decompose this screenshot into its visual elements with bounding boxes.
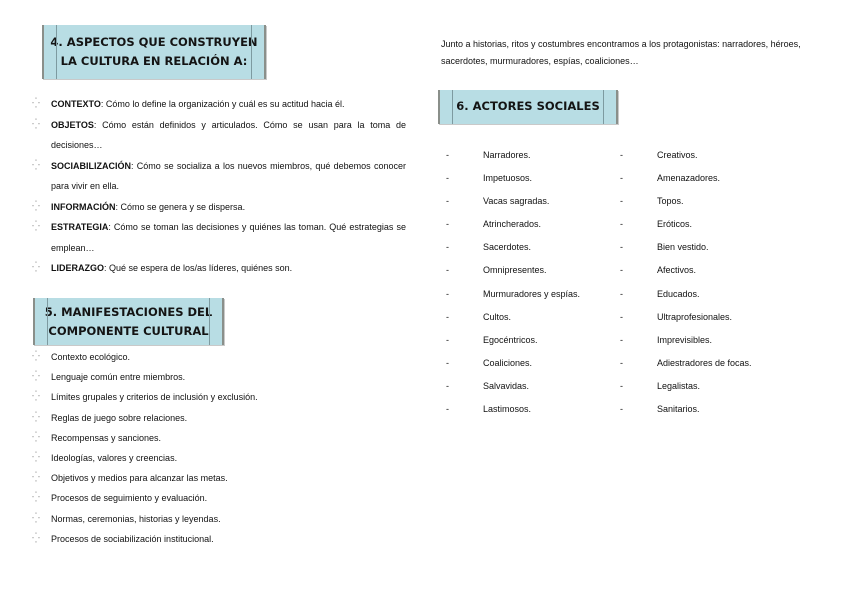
- list-item: [620, 167, 752, 190]
- item-text: : Cómo se socializa a los nuevos miembros, qué debemos conocer para vivir en ella.: [51, 160, 406, 191]
- list-item: [32, 468, 406, 488]
- actor-name: Bien vestido.: [657, 242, 709, 253]
- list-item: [446, 167, 580, 190]
- actor-name: Sacerdotes.: [483, 242, 532, 253]
- list-item: [32, 387, 406, 407]
- list-item: [446, 259, 580, 282]
- dash-icon: -: [446, 357, 449, 368]
- item-text: : Cómo lo define la organización y cuál es su actitud hacia él.: [100, 99, 345, 109]
- section-4-list: [32, 94, 406, 279]
- dash-icon: -: [620, 173, 623, 184]
- actor-name: Coaliciones.: [483, 357, 533, 368]
- dash-icon: -: [446, 265, 449, 276]
- item-text: : Cómo están definidos y articulados. Cómo se usan para la toma de decisiones…: [51, 119, 406, 150]
- item-text: Lenguaje común entre miembros.: [51, 372, 186, 383]
- item-term: ESTRATEGIA: [51, 222, 109, 232]
- section-5-title-line2: COMPONENTE CULTURAL: [48, 324, 209, 338]
- list-item: [446, 190, 580, 213]
- list-item: [620, 329, 752, 352]
- dash-icon: -: [446, 173, 449, 184]
- actor-name: Amenazadores.: [657, 173, 721, 184]
- list-item: [446, 306, 580, 329]
- dash-icon: -: [620, 404, 623, 415]
- bullet-icon: ⁛: [32, 391, 40, 403]
- list-item: [620, 213, 752, 236]
- item-term: LIDERAZGO: [51, 263, 104, 273]
- item-text: Límites grupales y criterios de inclusión y exclusión.: [51, 392, 258, 403]
- dash-icon: -: [446, 404, 449, 415]
- dash-icon: -: [446, 242, 449, 253]
- list-item: [32, 156, 406, 197]
- bullet-icon: ⁛: [32, 431, 40, 443]
- bullet-icon: ⁛: [32, 98, 40, 109]
- list-item: [620, 144, 752, 167]
- dash-icon: -: [620, 357, 623, 368]
- dash-icon: -: [446, 311, 449, 322]
- actor-name: Cultos.: [483, 311, 512, 322]
- list-item: [32, 115, 406, 156]
- item-text: Normas, ceremonias, historias y leyendas.: [51, 513, 221, 524]
- dash-icon: -: [620, 311, 623, 322]
- item-term: SOCIABILIZACIÓN: [51, 160, 131, 171]
- list-item: [446, 283, 580, 306]
- list-item: [32, 488, 406, 508]
- list-item: [32, 428, 406, 448]
- bullet-icon: ⁛: [32, 512, 40, 524]
- bullet-icon: ⁛: [32, 532, 40, 544]
- actor-name: Narradores.: [483, 150, 531, 160]
- actor-name: Creativos.: [657, 150, 698, 160]
- dash-icon: -: [620, 380, 623, 391]
- actor-name: Eróticos.: [657, 219, 693, 230]
- actor-name: Sanitarios.: [657, 404, 700, 415]
- section-6-title: 6. ACTORES SOCIALES: [456, 99, 600, 113]
- dash-icon: -: [620, 334, 623, 345]
- item-text: Reglas de juego sobre relaciones.: [51, 412, 188, 423]
- section-5-title-line1: 5. MANIFESTACIONES DEL: [44, 305, 213, 319]
- bullet-icon: ⁛: [32, 472, 40, 484]
- actor-name: Atrincherados.: [483, 219, 542, 230]
- section-4-title-line2: LA CULTURA EN RELACIÓN A:: [60, 54, 248, 68]
- intro-paragraph: Junto a historias, ritos y costumbres encontramos a los protagonistas: narradores, héroes, sacerdotes, murmuradores, espías, coaliciones…: [441, 39, 801, 66]
- item-term: CONTEXTO: [51, 99, 101, 109]
- list-item: [32, 347, 406, 367]
- list-item: [446, 236, 580, 259]
- bullet-icon: ⁛: [32, 371, 40, 383]
- actor-name: Imprevisibles.: [657, 334, 713, 345]
- list-item: [620, 352, 752, 375]
- list-item: [620, 259, 752, 282]
- dash-icon: -: [446, 334, 449, 345]
- actor-name: Afectivos.: [657, 265, 697, 276]
- list-item: [446, 398, 580, 421]
- actor-name: Impetuosos.: [483, 173, 533, 184]
- list-item: [620, 190, 752, 213]
- section-4-heading: [42, 25, 266, 79]
- list-item: [620, 236, 752, 259]
- actor-name: Topos.: [657, 196, 684, 207]
- actor-name: Vacas sagradas.: [483, 196, 550, 207]
- actor-name: Educados.: [657, 288, 700, 299]
- list-item: [446, 144, 580, 167]
- list-item: [446, 329, 580, 352]
- actor-name: Lastimosos.: [483, 404, 532, 415]
- list-item: [32, 367, 406, 387]
- bullet-icon: ⁛: [32, 351, 40, 362]
- list-item: [32, 197, 406, 218]
- item-term: OBJETOS: [51, 119, 94, 130]
- actor-name: Egocéntricos.: [483, 334, 538, 345]
- actor-name: Salvavidas.: [483, 380, 530, 391]
- dash-icon: -: [446, 219, 449, 230]
- actor-name: Adiestradores de focas.: [657, 357, 752, 368]
- list-item: [32, 408, 406, 428]
- item-text: : Qué se espera de los/as líderes, quiénes son.: [104, 263, 293, 273]
- item-text: : Cómo se toman las decisiones y quiénes las toman. Qué estrategias se emplean…: [51, 222, 406, 253]
- actors-column-1: [446, 144, 580, 421]
- actor-name: Murmuradores y espías.: [483, 288, 581, 299]
- bullet-icon: ⁛: [32, 159, 40, 171]
- list-item: [32, 258, 406, 279]
- dash-icon: -: [446, 150, 449, 160]
- dash-icon: -: [620, 265, 623, 276]
- item-text: Procesos de sociabilización institucional.: [51, 533, 214, 544]
- item-text: : Cómo se genera y se dispersa.: [115, 201, 246, 212]
- item-text: Procesos de seguimiento y evaluación.: [51, 493, 208, 504]
- bullet-icon: ⁛: [32, 262, 40, 273]
- list-item: [32, 529, 406, 549]
- item-term: INFORMACIÓN: [51, 201, 116, 212]
- bullet-icon: ⁛: [32, 200, 40, 212]
- section-5-list: [32, 347, 406, 549]
- dash-icon: -: [620, 242, 623, 253]
- dash-icon: -: [446, 288, 449, 299]
- bullet-icon: ⁛: [32, 411, 40, 423]
- list-item: [446, 213, 580, 236]
- list-item: [620, 306, 752, 329]
- dash-icon: -: [620, 288, 623, 299]
- actor-name: Legalistas.: [657, 380, 701, 391]
- item-text: Contexto ecológico.: [51, 352, 131, 362]
- list-item: [32, 448, 406, 468]
- section-6-heading: [438, 90, 618, 124]
- dash-icon: -: [446, 196, 449, 207]
- dash-icon: -: [446, 380, 449, 391]
- item-text: Recompensas y sanciones.: [51, 432, 162, 443]
- list-item: [446, 352, 580, 375]
- list-item: [32, 94, 406, 115]
- list-item: [446, 375, 580, 398]
- item-text: Objetivos y medios para alcanzar las metas.: [51, 473, 228, 484]
- bullet-icon: ⁛: [32, 452, 40, 464]
- bullet-icon: ⁛: [32, 118, 40, 130]
- list-item: [32, 217, 406, 258]
- actor-name: Omnipresentes.: [483, 265, 547, 276]
- dash-icon: -: [620, 196, 623, 207]
- dash-icon: -: [620, 150, 623, 160]
- item-text: Ideologías, valores y creencias.: [51, 453, 178, 464]
- dash-icon: -: [620, 219, 623, 230]
- list-item: [620, 398, 752, 421]
- actors-column-2: [620, 144, 752, 421]
- bullet-icon: ⁛: [32, 221, 40, 232]
- actor-name: Ultraprofesionales.: [657, 311, 733, 322]
- list-item: [32, 509, 406, 529]
- list-item: [620, 283, 752, 306]
- section-4-title-line1: 4. ASPECTOS QUE CONSTRUYEN: [50, 35, 258, 49]
- bullet-icon: ⁛: [32, 492, 40, 504]
- list-item: [620, 375, 752, 398]
- section-5-heading: [33, 298, 224, 345]
